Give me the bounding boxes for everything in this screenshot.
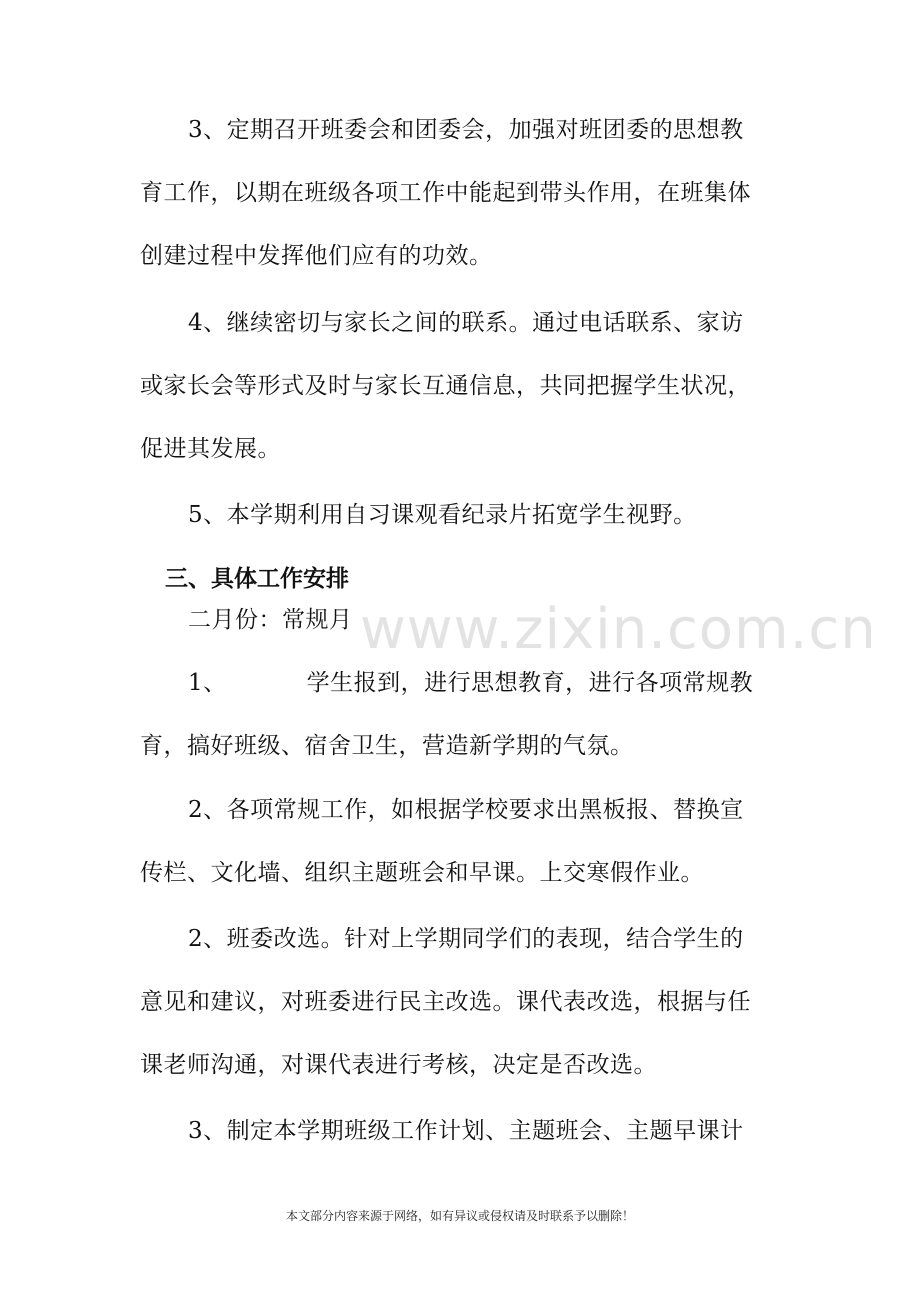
- paragraph-3-line-2: 育工作，以期在班级各项工作中能起到带头作用，在班集体: [140, 180, 751, 206]
- paragraph-4-line-2: 或家长会等形式及时与家长互通信息，共同把握学生状况，: [140, 373, 751, 399]
- item-2a-line-1: 2、各项常规工作，如根据学校要求出黑板报、替换宣: [188, 797, 744, 823]
- item-1-line-2: 育，搞好班级、宿舍卫生，营造新学期的气氛。: [140, 733, 634, 759]
- item-2b-line-2: 意见和建议，对班委进行民主改选。课代表改选，根据与任: [140, 989, 751, 1015]
- item-2b-line-3: 课老师沟通，对课代表进行考核，决定是否改选。: [140, 1052, 657, 1078]
- paragraph-3-line-3: 创建过程中发挥他们应有的功效。: [140, 243, 493, 269]
- paragraph-5-line-1: 5、本学期利用自习课观看纪录片拓宽学生视野。: [188, 502, 697, 528]
- section-heading: 三、具体工作安排: [165, 566, 349, 592]
- item-1-line-1: [188, 668, 753, 698]
- item-3-line-1: 3、制定本学期班级工作计划、主题班会、主题早课计: [188, 1118, 744, 1144]
- item-2b-line-1: 2、班委改选。针对上学期同学们的表现，结合学生的: [188, 926, 744, 952]
- item-1-text: 学生报到，进行思想教育，进行各项常规教: [306, 670, 754, 696]
- paragraph-4-line-3: 促进其发展。: [140, 436, 281, 462]
- paragraph-4-line-1: 4、继续密切与家长之间的联系。通过电话联系、家访: [188, 310, 744, 336]
- paragraph-3-line-1: 3、定期召开班委会和团委会，加强对班团委的思想教: [188, 117, 744, 143]
- item-2a-line-2: 传栏、文化墙、组织主题班会和早课。上交寒假作业。: [140, 860, 704, 886]
- item-1-number: 1、: [188, 670, 227, 696]
- footer-disclaimer: 本文部分内容来源于网络，如有异议或侵权请及时联系予以删除！: [285, 1209, 634, 1223]
- month-heading: 二月份：常规月: [188, 607, 353, 633]
- watermark: www.zixin.com.cn: [360, 597, 877, 662]
